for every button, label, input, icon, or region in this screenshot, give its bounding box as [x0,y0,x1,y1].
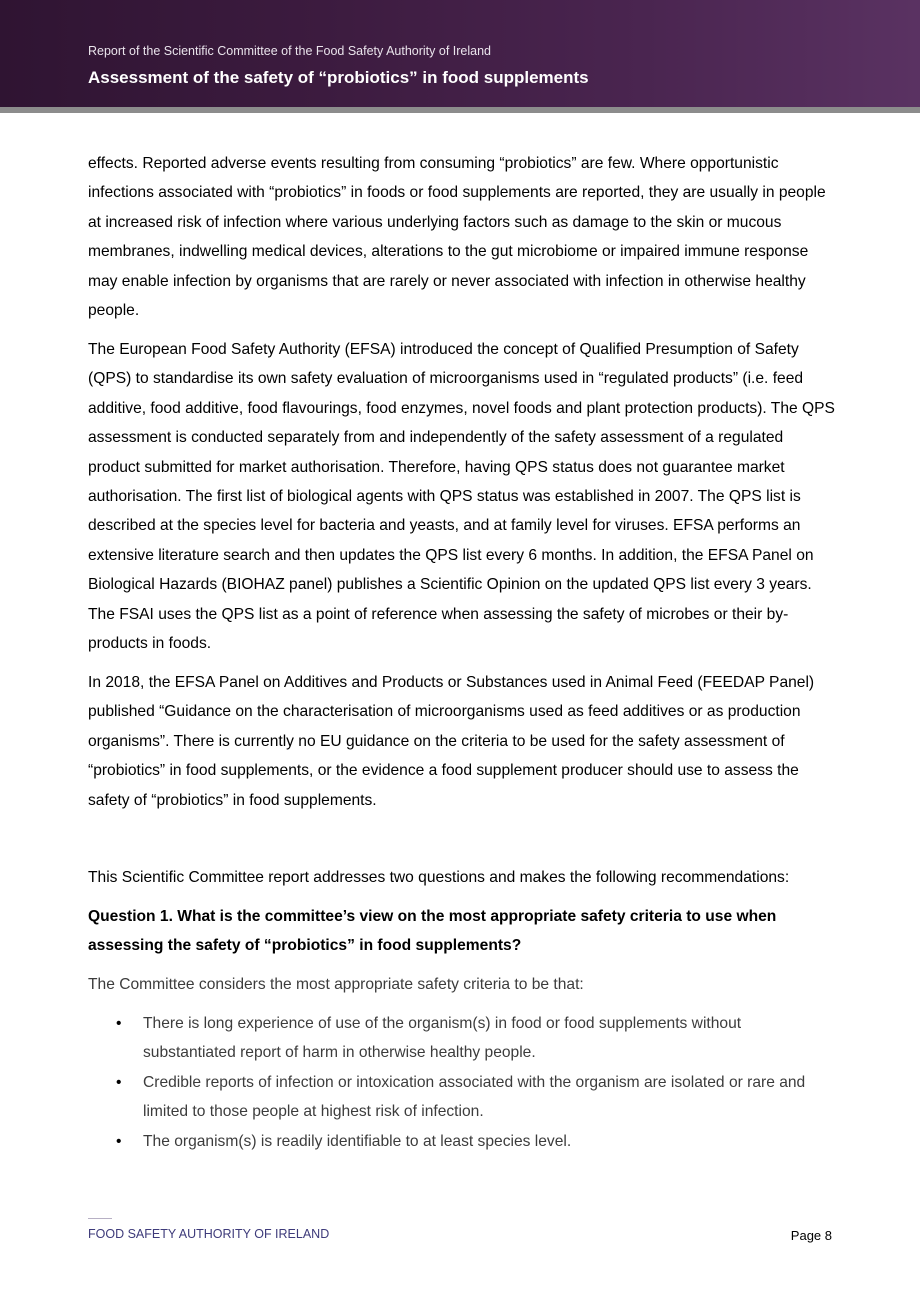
bullet-icon: • [116,1132,122,1150]
list-item [88,1009,836,1068]
list-item-text: Credible reports of infection or intoxication associated with the organism are isolated or rare and limited to those people at highest risk of infection. [143,1073,806,1121]
page-body [88,149,836,1156]
list-item-text: There is long experience of use of the organism(s) in food or food supplements without substantiated report of harm in otherwise healthy people. [143,1015,742,1062]
paragraph-feedap: In 2018, the EFSA Panel on Additives and Products or Substances used in Animal Feed (FEEDAP Panel) published “Guidance on the characterisation of microorganisms used as feed additives or as production organisms”. There is currently no EU guidance on the criteria to be used for the safety assessment of “probiotics” in food supplements, or the evidence a food supplement producer should use to assess the safety of “probiotics” in food supplements. [88,673,815,809]
paragraph-criteria-intro: The Committee considers the most appropriate safety criteria to be that: [88,976,584,994]
list-item-text: The organism(s) is readily identifiable to at least species level. [143,1132,572,1150]
criteria-list [88,1009,836,1156]
paragraph-intro-questions: This Scientific Committee report addresses two questions and makes the following recommendations: [88,868,790,886]
footer-organisation: FOOD SAFETY AUTHORITY OF IRELAND [88,1227,330,1241]
header-subtitle: Report of the Scientific Committee of the Food Safety Authority of Ireland [88,44,491,58]
question-1-heading: Question 1. What is the committee’s view on the most appropriate safety criteria to use when assessing the safety of “probiotics” in food supplements? [88,907,777,955]
page-number: Page 8 [790,1228,832,1243]
header-title: Assessment of the safety of “probiotics” in food supplements [88,68,589,87]
header-divider [0,107,920,113]
report-header [0,0,920,107]
paragraph-adverse-effects: effects. Reported adverse events resulting from consuming “probiotics” are few. Where opportunistic infections associated with “probiotics” in foods or food supplements are reported, they are usually in people at increased risk of infection where various underlying factors such as damage to the skin or mucous membranes, indwelling medical devices, alterations to the gut microbiome or impaired immune response may enable infection by organisms that are rarely or never associated with infection in otherwise healthy people. [88,155,826,320]
list-item [88,1127,836,1156]
bullet-icon: • [116,1073,122,1091]
paragraph-qps: The European Food Safety Authority (EFSA) introduced the concept of Qualified Presumption of Safety (QPS) to standardise its own safety evaluation of microorganisms used in “regulated products” (i.e. feed additive, food additive, food flavourings, food enzymes, novel foods and plant protection products). The QPS assessment is conducted separately from and independently of the safety assessment of a regulated product submitted for market authorisation. Therefore, having QPS status does not guarantee market authorisation. The first list of biological agents with QPS status was established in 2007. The QPS list is described at the species level for bacteria and yeasts, and at family level for viruses. EFSA performs an extensive literature search and then updates the QPS list every 6 months. In addition, the EFSA Panel on Biological Hazards (BIOHAZ panel) publishes a Scientific Opinion on the updated QPS list every 3 years. The FSAI uses the QPS list as a point of reference when assessing the safety of microbes or their by-products in foods. [88,340,835,652]
footer-rule [88,1218,112,1219]
list-item [88,1068,836,1127]
bullet-icon: • [116,1015,122,1033]
